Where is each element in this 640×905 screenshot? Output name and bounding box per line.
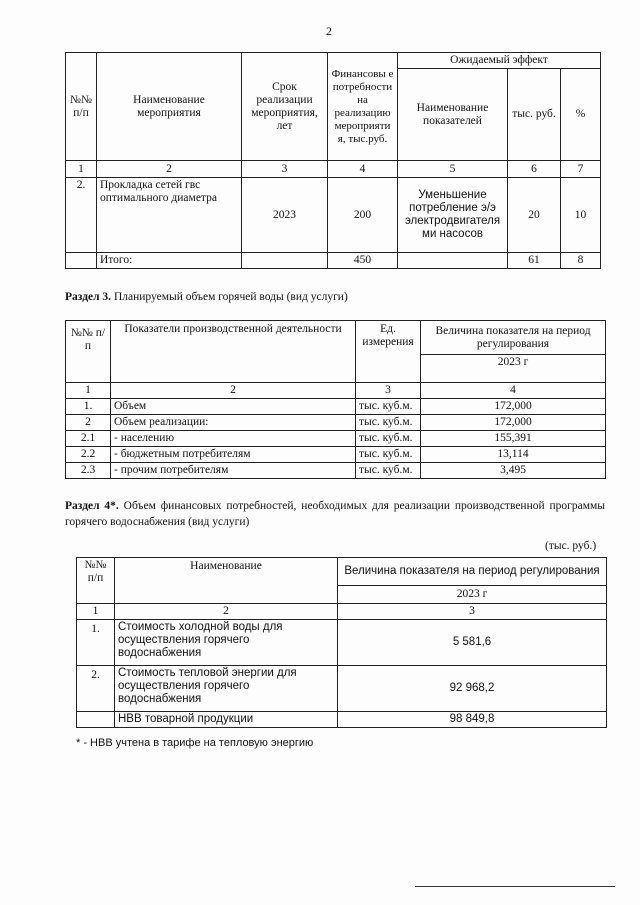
total-percent: 8 [561,253,601,269]
footnote: * - НВВ учтена в тарифе на тепловую энергию [76,737,314,749]
header-num: №№ п/п [66,53,97,161]
col-number: 6 [508,161,561,178]
row-value: 3,495 [421,463,606,479]
total-financial-needs: 450 [328,253,398,269]
row-unit: тыс. куб.м. [356,431,421,447]
s3-header-year: 2023 г [421,355,606,383]
col-number: 4 [328,161,398,178]
table-row [66,399,606,415]
table-row [66,463,606,479]
col-number: 3 [356,383,421,399]
row-value: 172,000 [421,399,606,415]
column-numbers-row [66,161,601,178]
activities-table [65,52,601,269]
financial-needs-table [76,557,607,728]
row-num: 1. [66,399,111,415]
header-percent: % [561,69,601,161]
units-note: (тыс. руб.) [545,540,597,552]
row-name: - населению [111,431,356,447]
row-name: Объем [111,399,356,415]
section3-title: Планируемый объем горячей воды (вид услуги) [113,291,348,303]
row-value: 92 968,2 [338,666,607,712]
row-name: Объем реализации: [111,415,356,431]
table-row [77,620,607,666]
col-number: 3 [242,161,328,178]
row-value: 13,114 [421,447,606,463]
row-value: 172,000 [421,415,606,431]
s4-header-num: №№ п/п [77,558,115,604]
col-number: 1 [66,383,111,399]
header-expected-effect: Ожидаемый эффект [398,53,601,69]
section4-title: Объем финансовых потребностей, необходимых для реализации производственной программы горячего водоснабжения (вид услуги) [65,500,605,528]
row-unit: тыс. куб.м. [356,415,421,431]
row-name: Стоимость холодной воды для осуществления горячего водоснабжения [115,620,338,666]
col-number: 5 [398,161,508,178]
section4-heading [65,498,605,530]
row-num: 2. [66,178,97,253]
total-label: НВВ товарной продукции [115,712,338,728]
col-number: 1 [77,604,115,620]
row-num: 2. [77,666,115,712]
row-indicator: Уменьшение потребление э/э электродвигателя ми насосов [398,178,508,253]
col-number: 2 [115,604,338,620]
col-number: 2 [111,383,356,399]
col-number: 1 [66,161,97,178]
s3-header-indicators: Показатели производственной деятельности [111,321,356,383]
row-value: 155,391 [421,431,606,447]
table-row [66,431,606,447]
row-num: 2.2 [66,447,111,463]
s3-column-numbers-row [66,383,606,399]
table-row [66,178,601,253]
col-number: 2 [97,161,242,178]
row-name: - бюджетным потребителям [111,447,356,463]
header-term: Срок реализации мероприятия, лет [242,53,328,161]
s4-column-numbers-row [77,604,607,620]
row-num: 2 [66,415,111,431]
s4-header-name: Наименование [115,558,338,604]
row-percent: 10 [561,178,601,253]
row-name: - прочим потребителям [111,463,356,479]
header-indicators: Наименование показателей [398,69,508,161]
col-number: 4 [421,383,606,399]
table-row [66,415,606,431]
row-num: 1. [77,620,115,666]
row-value: 5 581,6 [338,620,607,666]
s4-header-value: Величина показателя на период регулирования [338,558,607,586]
row-activity-name: Прокладка сетей гвс оптимального диаметра [97,178,242,253]
total-row [66,253,601,269]
s3-header-value: Величина показателя на период регулирования [421,321,606,355]
row-term: 2023 [242,178,328,253]
water-volume-table [65,320,606,479]
header-thousand-rub: тыс. руб. [508,69,561,161]
table-row [66,447,606,463]
total-thousand-rub: 61 [508,253,561,269]
total-value: 98 849,8 [338,712,607,728]
row-name: Стоимость тепловой энергии для осуществления горячего водоснабжения [115,666,338,712]
total-row [77,712,607,728]
header-activity-name: Наименование мероприятия [97,53,242,161]
row-thousand-rub: 20 [508,178,561,253]
col-number: 3 [338,604,607,620]
s3-header-num: №№ п/п [66,321,111,383]
row-unit: тыс. куб.м. [356,463,421,479]
row-unit: тыс. куб.м. [356,399,421,415]
s4-header-year: 2023 г [338,586,607,604]
header-financial-needs: Финансовы е потребности на реализацию мероприяти я, тыс.руб. [328,53,398,161]
s3-header-unit: Ед. измерения [356,321,421,383]
section3-label: Раздел 3. [65,291,112,303]
row-financial-needs: 200 [328,178,398,253]
total-label: Итого: [97,253,242,269]
page-number: 2 [326,24,332,38]
bottom-rule [415,886,615,887]
section3-heading [65,291,348,303]
col-number: 7 [561,161,601,178]
row-num: 2.1 [66,431,111,447]
row-num: 2.3 [66,463,111,479]
row-unit: тыс. куб.м. [356,447,421,463]
section4-label: Раздел 4*. [65,500,119,512]
table-row [77,666,607,712]
